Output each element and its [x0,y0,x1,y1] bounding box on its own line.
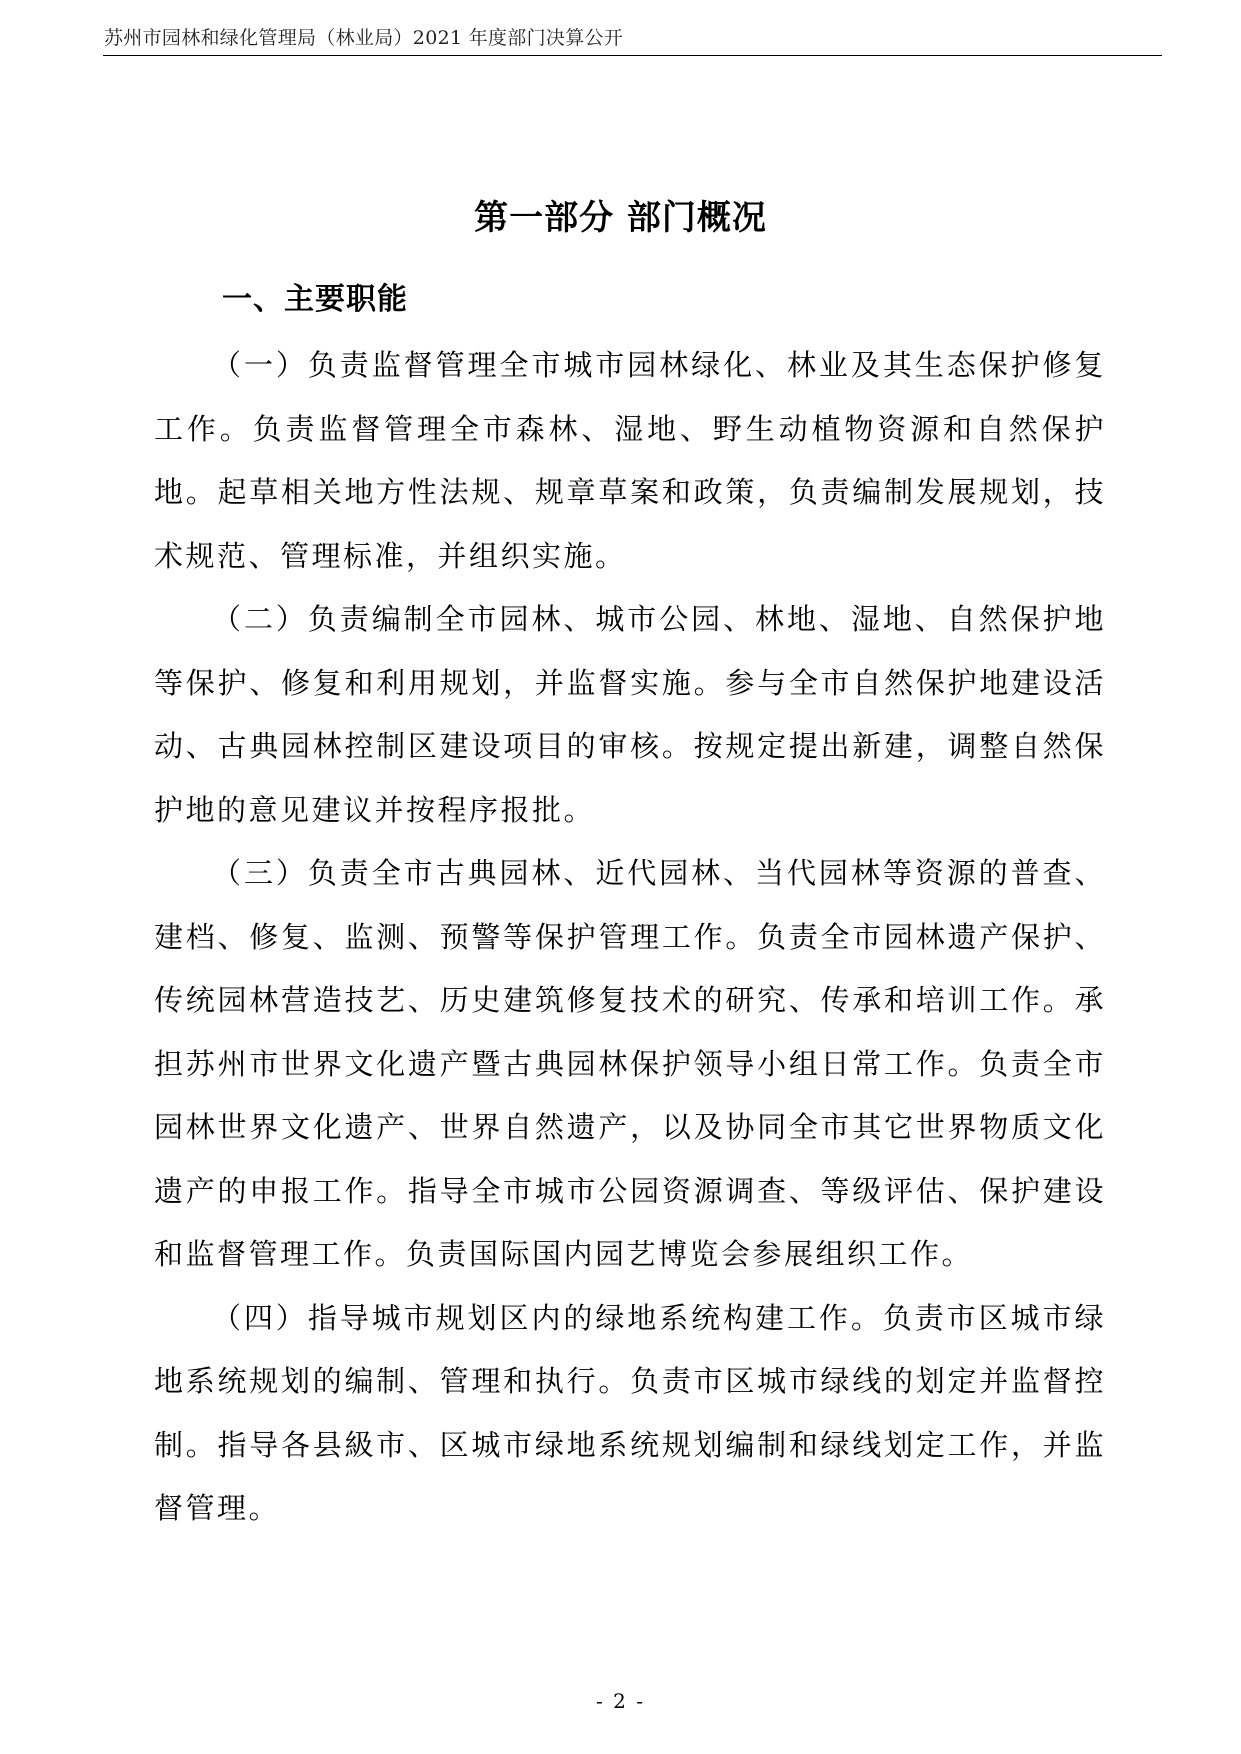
paragraph-duty-2: （二）负责编制全市园林、城市公园、林地、湿地、自然保护地等保护、修复和利用规划，并监督实施。参与全市自然保护地建设活动、古典园林控制区建设项目的审核。按规定提出新建，调整自然保护地的意见建议并按程序报批。 [154,602,1106,827]
body-text [154,334,1106,1541]
part-title: 第一部分 部门概况 [474,198,767,238]
running-header: 苏州市园林和绿化管理局（林业局）2021 年度部门决算公开 [104,27,624,49]
paragraph-duty-4: （四）指导城市规划区内的绿地系统构建工作。负责市区城市绿地系统规划的编制、管理和执行。负责市区城市绿线的划定并监督控制。指导各县級市、区城市绿地系统规划编制和绿线划定工作，并监督管理。 [154,1300,1106,1525]
section-heading: 一、主要职能 [222,282,408,317]
page-number: - 2 - [596,1689,645,1713]
paragraph-duty-3: （三）负责全市古典园林、近代园林、当代园林等资源的普查、建档、修复、监测、预警等保护管理工作。负责全市园林遗产保护、传统园林营造技艺、历史建筑修复技术的研究、传承和培训工作。承担苏州市世界文化遗产暨古典园林保护领导小组日常工作。负责全市园林世界文化遗产、世界自然遗产，以及协同全市其它世界物质文化遗产的申报工作。指导全市城市公园资源调查、等级评估、保护建设和监督管理工作。负责国际国内园艺博览会参展组织工作。 [154,856,1106,1271]
paragraph-duty-1: （一）负责监督管理全市城市园林绿化、林业及其生态保护修复工作。负责监督管理全市森林、湿地、野生动植物资源和自然保护地。起草相关地方性法规、规章草案和政策，负责编制发展规划，技术规范、管理标准，并组织实施。 [154,348,1106,573]
header-rule [103,55,1162,56]
